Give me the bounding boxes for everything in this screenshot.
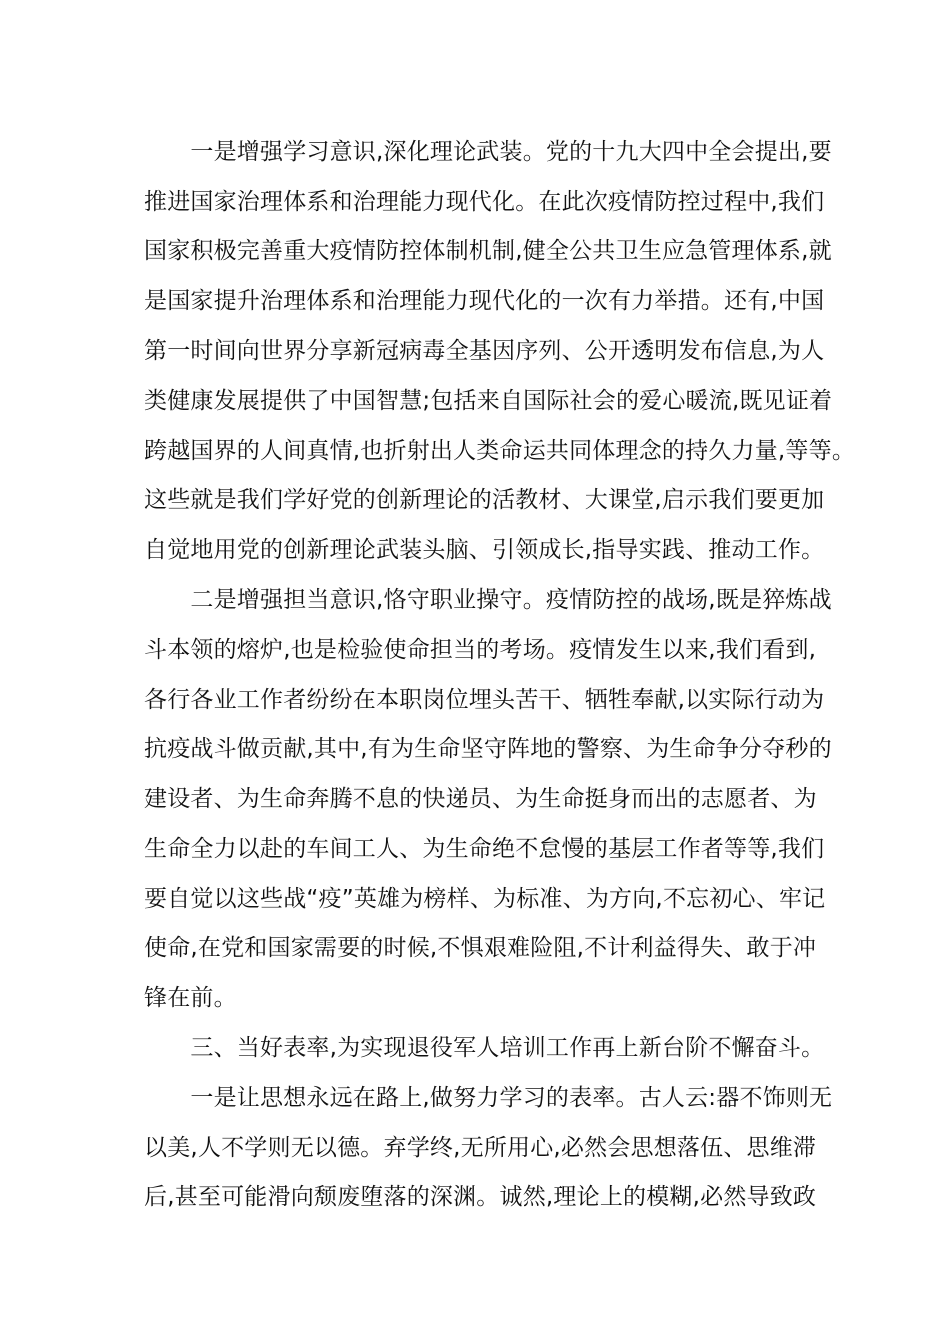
paragraph-line: 使命,在党和国家需要的时候,不惧艰难险阻,不计利益得失、敢于冲 <box>144 935 817 961</box>
paragraph-line: 推进国家治理体系和治理能力现代化。在此次疫情防控过程中,我们 <box>144 189 825 215</box>
paragraph-line: 锋在前。 <box>144 985 237 1011</box>
paragraph-line: 斗本领的熔炉,也是检验使命担当的考场。疫情发生以来,我们看到, <box>144 637 817 663</box>
paragraph-line: 是国家提升治理体系和治理能力现代化的一次有力举措。还有,中国 <box>144 288 825 314</box>
paragraph-line: 建设者、为生命奔腾不息的快递员、为生命挺身而出的志愿者、为 <box>144 786 817 812</box>
paragraph-line: 生命全力以赴的车间工人、为生命绝不怠慢的基层工作者等等,我们 <box>144 836 825 862</box>
paragraph-line: 二是增强担当意识,恪守职业操守。疫情防控的战场,既是猝炼战 <box>144 587 832 613</box>
paragraph-line: 以美,人不学则无以德。弃学终,无所用心,必然会思想落伍、思维滞 <box>144 1135 817 1161</box>
paragraph-line: 三、当好表率,为实现退役军人培训工作再上新台阶不懈奋斗。 <box>144 1035 825 1061</box>
paragraph-line: 国家积极完善重大疫情防控体制机制,健全公共卫生应急管理体系,就 <box>144 238 832 264</box>
paragraph-line: 第一时间向世界分享新冠病毒全基因序列、公开透明发布信息,为人 <box>144 338 825 364</box>
paragraph-line: 各行各业工作者纷纷在本职岗位埋头苦干、牺牲奉献,以实际行动为 <box>144 687 825 713</box>
paragraph-line: 抗疫战斗做贡献,其中,有为生命坚守阵地的警察、为生命争分夺秒的 <box>144 736 832 762</box>
paragraph-line: 跨越国界的人间真情,也折射出人类命运共同体理念的持久力量,等等。 <box>144 438 856 464</box>
paragraph-line: 一是让思想永远在路上,做努力学习的表率。古人云:器不饰则无 <box>144 1085 833 1111</box>
paragraph-line: 自觉地用党的创新理论武装头脑、引领成长,指导实践、推动工作。 <box>144 537 825 563</box>
paragraph-line: 类健康发展提供了中国智慧;包括来自国际社会的爱心暖流,既见证着 <box>144 388 833 414</box>
paragraph-line: 后,甚至可能滑向颓废堕落的深渊。诚然,理论上的模糊,必然导致政 <box>144 1184 817 1210</box>
paragraph-line: 一是增强学习意识,深化理论武装。党的十九大四中全会提出,要 <box>144 139 832 165</box>
paragraph-line: 这些就是我们学好党的创新理论的活教材、大课堂,启示我们要更加 <box>144 487 825 513</box>
paragraph-line: 要自觉以这些战“疫”英雄为榜样、为标准、为方向,不忘初心、牢记 <box>144 886 826 912</box>
